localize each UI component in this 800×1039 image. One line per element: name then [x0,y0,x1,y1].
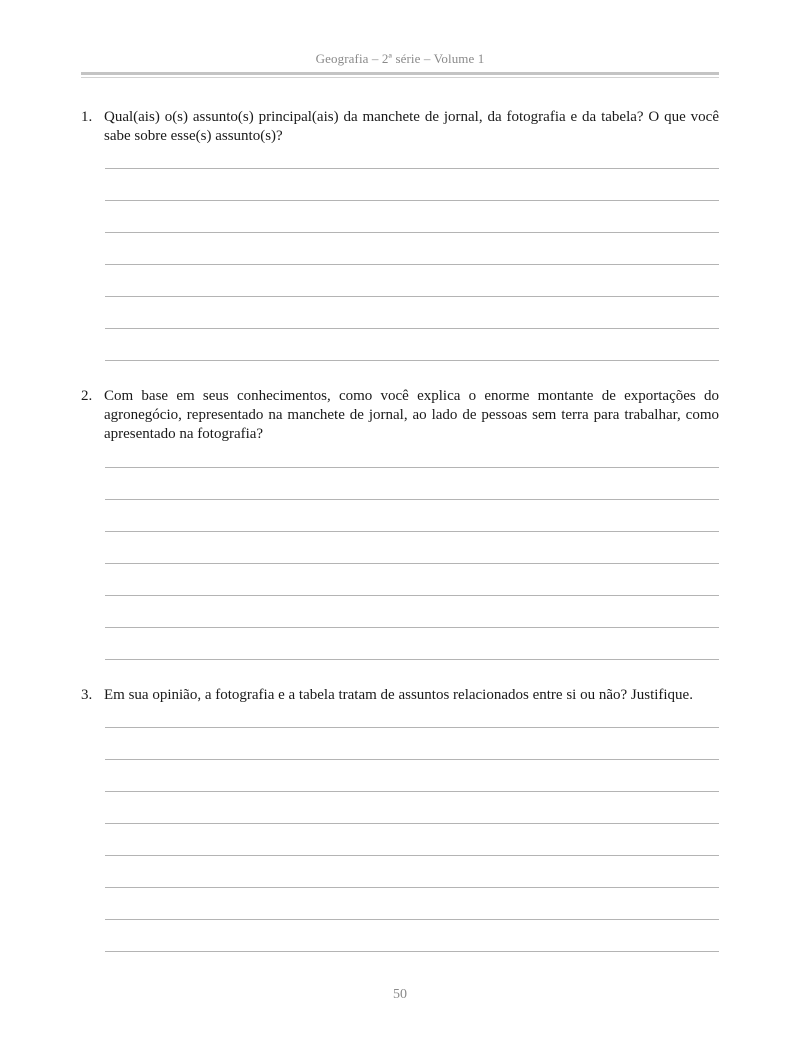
answer-line[interactable] [105,595,719,596]
answer-line[interactable] [105,499,719,500]
header-rule-thin [81,77,719,78]
answer-line[interactable] [105,328,719,329]
answer-line[interactable] [105,168,719,169]
answer-line[interactable] [105,232,719,233]
question-2-number: 2. [81,388,93,404]
question-2 [81,387,719,444]
question-3 [81,686,719,705]
answer-line[interactable] [105,951,719,952]
answer-line[interactable] [105,727,719,728]
question-1-text: Qual(ais) o(s) assunto(s) principal(ais) da manchete de jornal, da fotografia e da tabela? O que você sabe sobre esse(s) assunto(s)? [104,109,719,144]
answer-line[interactable] [105,659,719,660]
answer-line[interactable] [105,627,719,628]
question-3-number: 3. [81,687,93,703]
running-header: Geografia – 2ª série – Volume 1 [315,51,485,66]
answer-line[interactable] [105,791,719,792]
answer-line[interactable] [105,759,719,760]
answer-line[interactable] [105,467,719,468]
answer-line[interactable] [105,200,719,201]
question-1 [81,108,719,146]
answer-line[interactable] [105,264,719,265]
question-2-text: Com base em seus conhecimentos, como você explica o enorme montante de exportações do agronegócio, representado na manchete de jornal, ao lado de pessoas sem terra para trabalhar, como apresentado na fotografia? [104,388,719,442]
question-1-number: 1. [81,109,93,125]
answer-line[interactable] [105,531,719,532]
answer-line[interactable] [105,823,719,824]
answer-line[interactable] [105,919,719,920]
answer-line[interactable] [105,887,719,888]
header-rule-thick [81,72,719,75]
question-3-text: Em sua opinião, a fotografia e a tabela tratam de assuntos relacionados entre si ou não? Justifique. [104,687,693,703]
answer-line[interactable] [105,360,719,361]
answer-line[interactable] [105,296,719,297]
answer-line[interactable] [105,855,719,856]
page-number: 50 [393,987,407,1002]
answer-line[interactable] [105,563,719,564]
